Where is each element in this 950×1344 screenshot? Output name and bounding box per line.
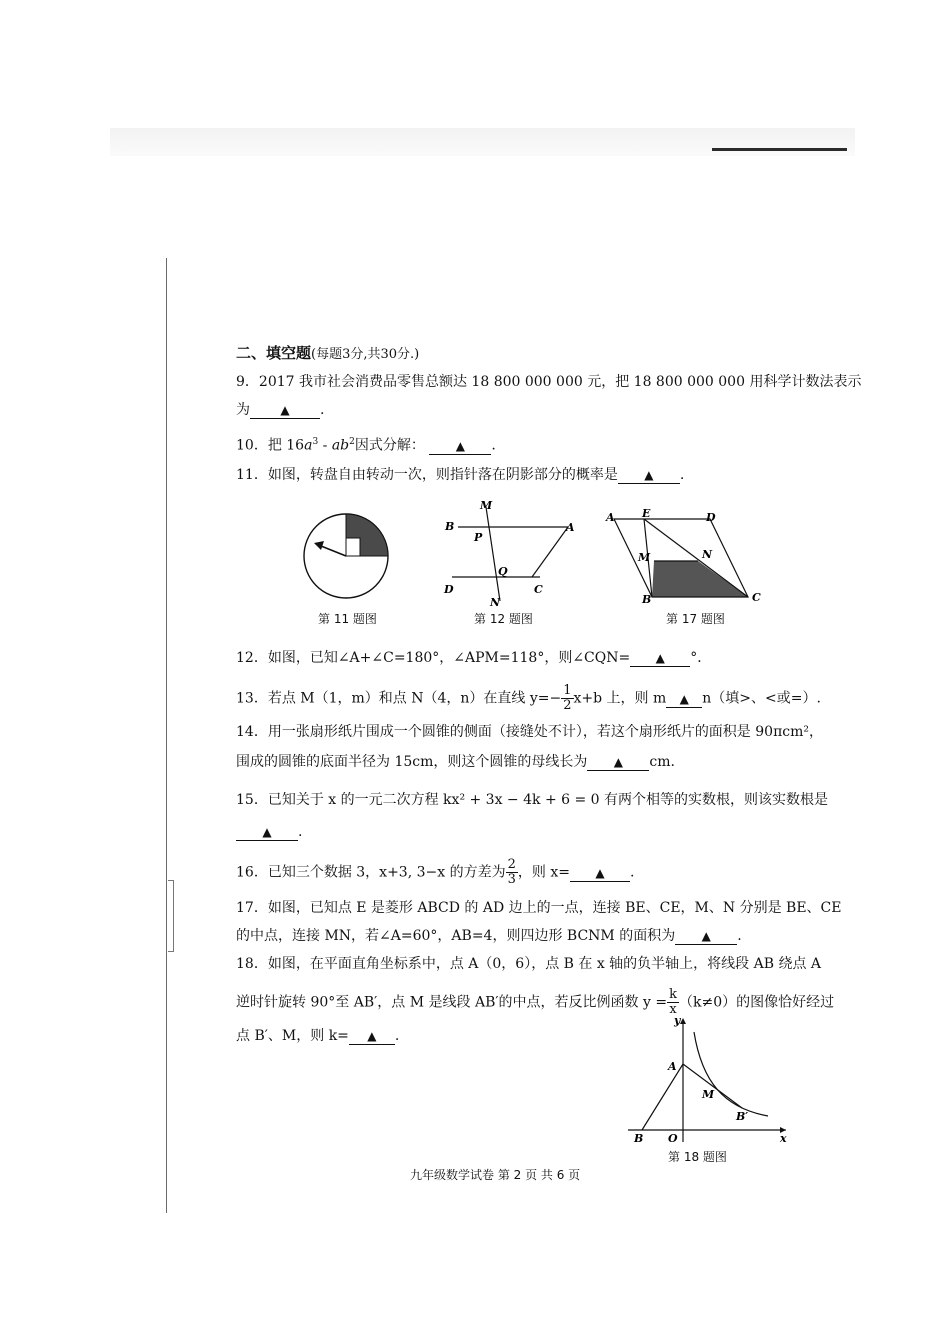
answer-blank-11[interactable]: ▲ — [618, 467, 680, 484]
label-m: M — [702, 1088, 715, 1101]
q17-line1: 17．如图，已知点 E 是菱形 ABCD 的 AD 边上的一点，连接 BE、CE，M、N 分别是 BE、CE — [236, 900, 842, 916]
figure-18-coordinate — [628, 1012, 793, 1147]
label-b: B — [445, 520, 455, 533]
fraction-half: $\frac{1}{2}$ — [563, 683, 572, 713]
label-c: C — [534, 583, 543, 596]
label-m: M — [480, 499, 493, 512]
label-a: A — [668, 1060, 677, 1073]
q15-line1: 15．已知关于 x 的一元二次方程 kx² + 3x − 4k + 6 = 0 有两个相等的实数根，则该实数根是 — [236, 792, 829, 808]
figure-12-lines — [440, 495, 585, 610]
figure-17-rhombus — [600, 505, 770, 605]
fraction-two-thirds: $\frac{2}{3}$ — [507, 857, 516, 887]
figure-11-spinner — [300, 510, 392, 602]
q18-line1: 18．如图，在平面直角坐标系中，点 A（0，6），点 B 在 x 轴的负半轴上，将线段 AB 绕点 A — [236, 956, 822, 972]
label-a: A — [606, 511, 615, 524]
label-d: D — [444, 583, 454, 596]
answer-blank-10[interactable]: ▲ — [429, 438, 491, 455]
q17-line2: 的中点，连接 MN，若∠A=60°，AB=4，则四边形 BCNM 的面积为 ▲ . — [236, 928, 742, 944]
q18-line2: 逆时针旋转 90°至 AB′，点 M 是线段 AB′的中点，若反比例函数 y = $\frac{k}{x}$ （k≠0）的图像恰好经过 — [236, 987, 835, 1017]
answer-blank-15[interactable]: ▲ — [236, 824, 298, 841]
page-footer: 九年级数学试卷 第 2 页 共 6 页 — [410, 1168, 581, 1182]
label-a: A — [566, 521, 575, 534]
label-x: x — [780, 1132, 787, 1145]
label-b-prime: B′ — [736, 1110, 749, 1123]
label-y: y — [674, 1014, 681, 1027]
q16: 16．已知三个数据 3，x+3, 3−x 的方差为 $\frac{2}{3}$ ，则 x= ▲ . — [236, 857, 635, 887]
section-title: 二、填空题 — [236, 344, 312, 362]
scan-shadow — [110, 128, 855, 156]
q14-line1: 14．用一张扇形纸片围成一个圆锥的侧面（接缝处不计），若这个扇形纸片的面积是 90πcm²， — [236, 724, 824, 740]
scan-mark — [712, 148, 847, 151]
label-p: P — [474, 531, 483, 544]
label-n: N — [490, 596, 501, 609]
label-d: D — [706, 511, 716, 524]
section-note: (每题3分,共30分.) — [311, 347, 420, 362]
caption-11: 第 11 题图 — [318, 612, 377, 626]
label-o: O — [668, 1132, 678, 1145]
label-b: B — [642, 593, 652, 605]
answer-blank-13[interactable]: ▲ — [666, 691, 702, 708]
label-m: M — [638, 551, 651, 564]
answer-blank-14[interactable]: ▲ — [587, 754, 649, 771]
section-heading — [236, 343, 419, 365]
label-c: C — [752, 591, 761, 604]
label-e: E — [642, 507, 651, 520]
q15-line2: ▲ . — [236, 822, 302, 842]
caption-12: 第 12 题图 — [474, 612, 533, 626]
answer-blank-12[interactable]: ▲ — [630, 650, 690, 667]
caption-17: 第 17 题图 — [666, 612, 725, 626]
binding-mark — [168, 880, 174, 952]
q11: 11．如图，转盘自由转动一次，则指针落在阴影部分的概率是 ▲ . — [236, 467, 685, 483]
answer-blank-16[interactable]: ▲ — [570, 865, 630, 882]
label-n: N — [702, 548, 713, 561]
q10: 10．把 $16a^3 - ab^2$因式分解： ▲ . — [236, 437, 496, 454]
q13: 13．若点 M（1，m）和点 N（4，n）在直线 y=− $\frac{1}{2}$ x+b 上，则 m ▲ n（填>、<或=）. — [236, 683, 821, 713]
answer-blank-17[interactable]: ▲ — [675, 928, 737, 945]
q14-line2: 围成的圆锥的底面半径为 15cm，则这个圆锥的母线长为 ▲ cm. — [236, 754, 675, 770]
label-b: B — [634, 1132, 644, 1145]
q9-line1: 9．2017 我市社会消费品零售总额达 18 800 000 000 元，把 18 800 000 000 用科学计数法表示 — [236, 374, 862, 390]
margin-line — [166, 258, 167, 1213]
caption-18: 第 18 题图 — [668, 1150, 727, 1164]
q9-line2: 为 ▲ . — [236, 402, 325, 418]
answer-blank-9[interactable]: ▲ — [250, 402, 320, 419]
label-q: Q — [498, 565, 508, 578]
fraction-k-over-x: $\frac{k}{x}$ — [669, 987, 677, 1017]
q12: 12．如图，已知∠A+∠C=180°，∠APM=118°，则∠CQN= ▲ °． — [236, 650, 712, 666]
answer-blank-18[interactable]: ▲ — [349, 1028, 395, 1045]
q18-line3: 点 B′、M，则 k= ▲ . — [236, 1028, 400, 1044]
